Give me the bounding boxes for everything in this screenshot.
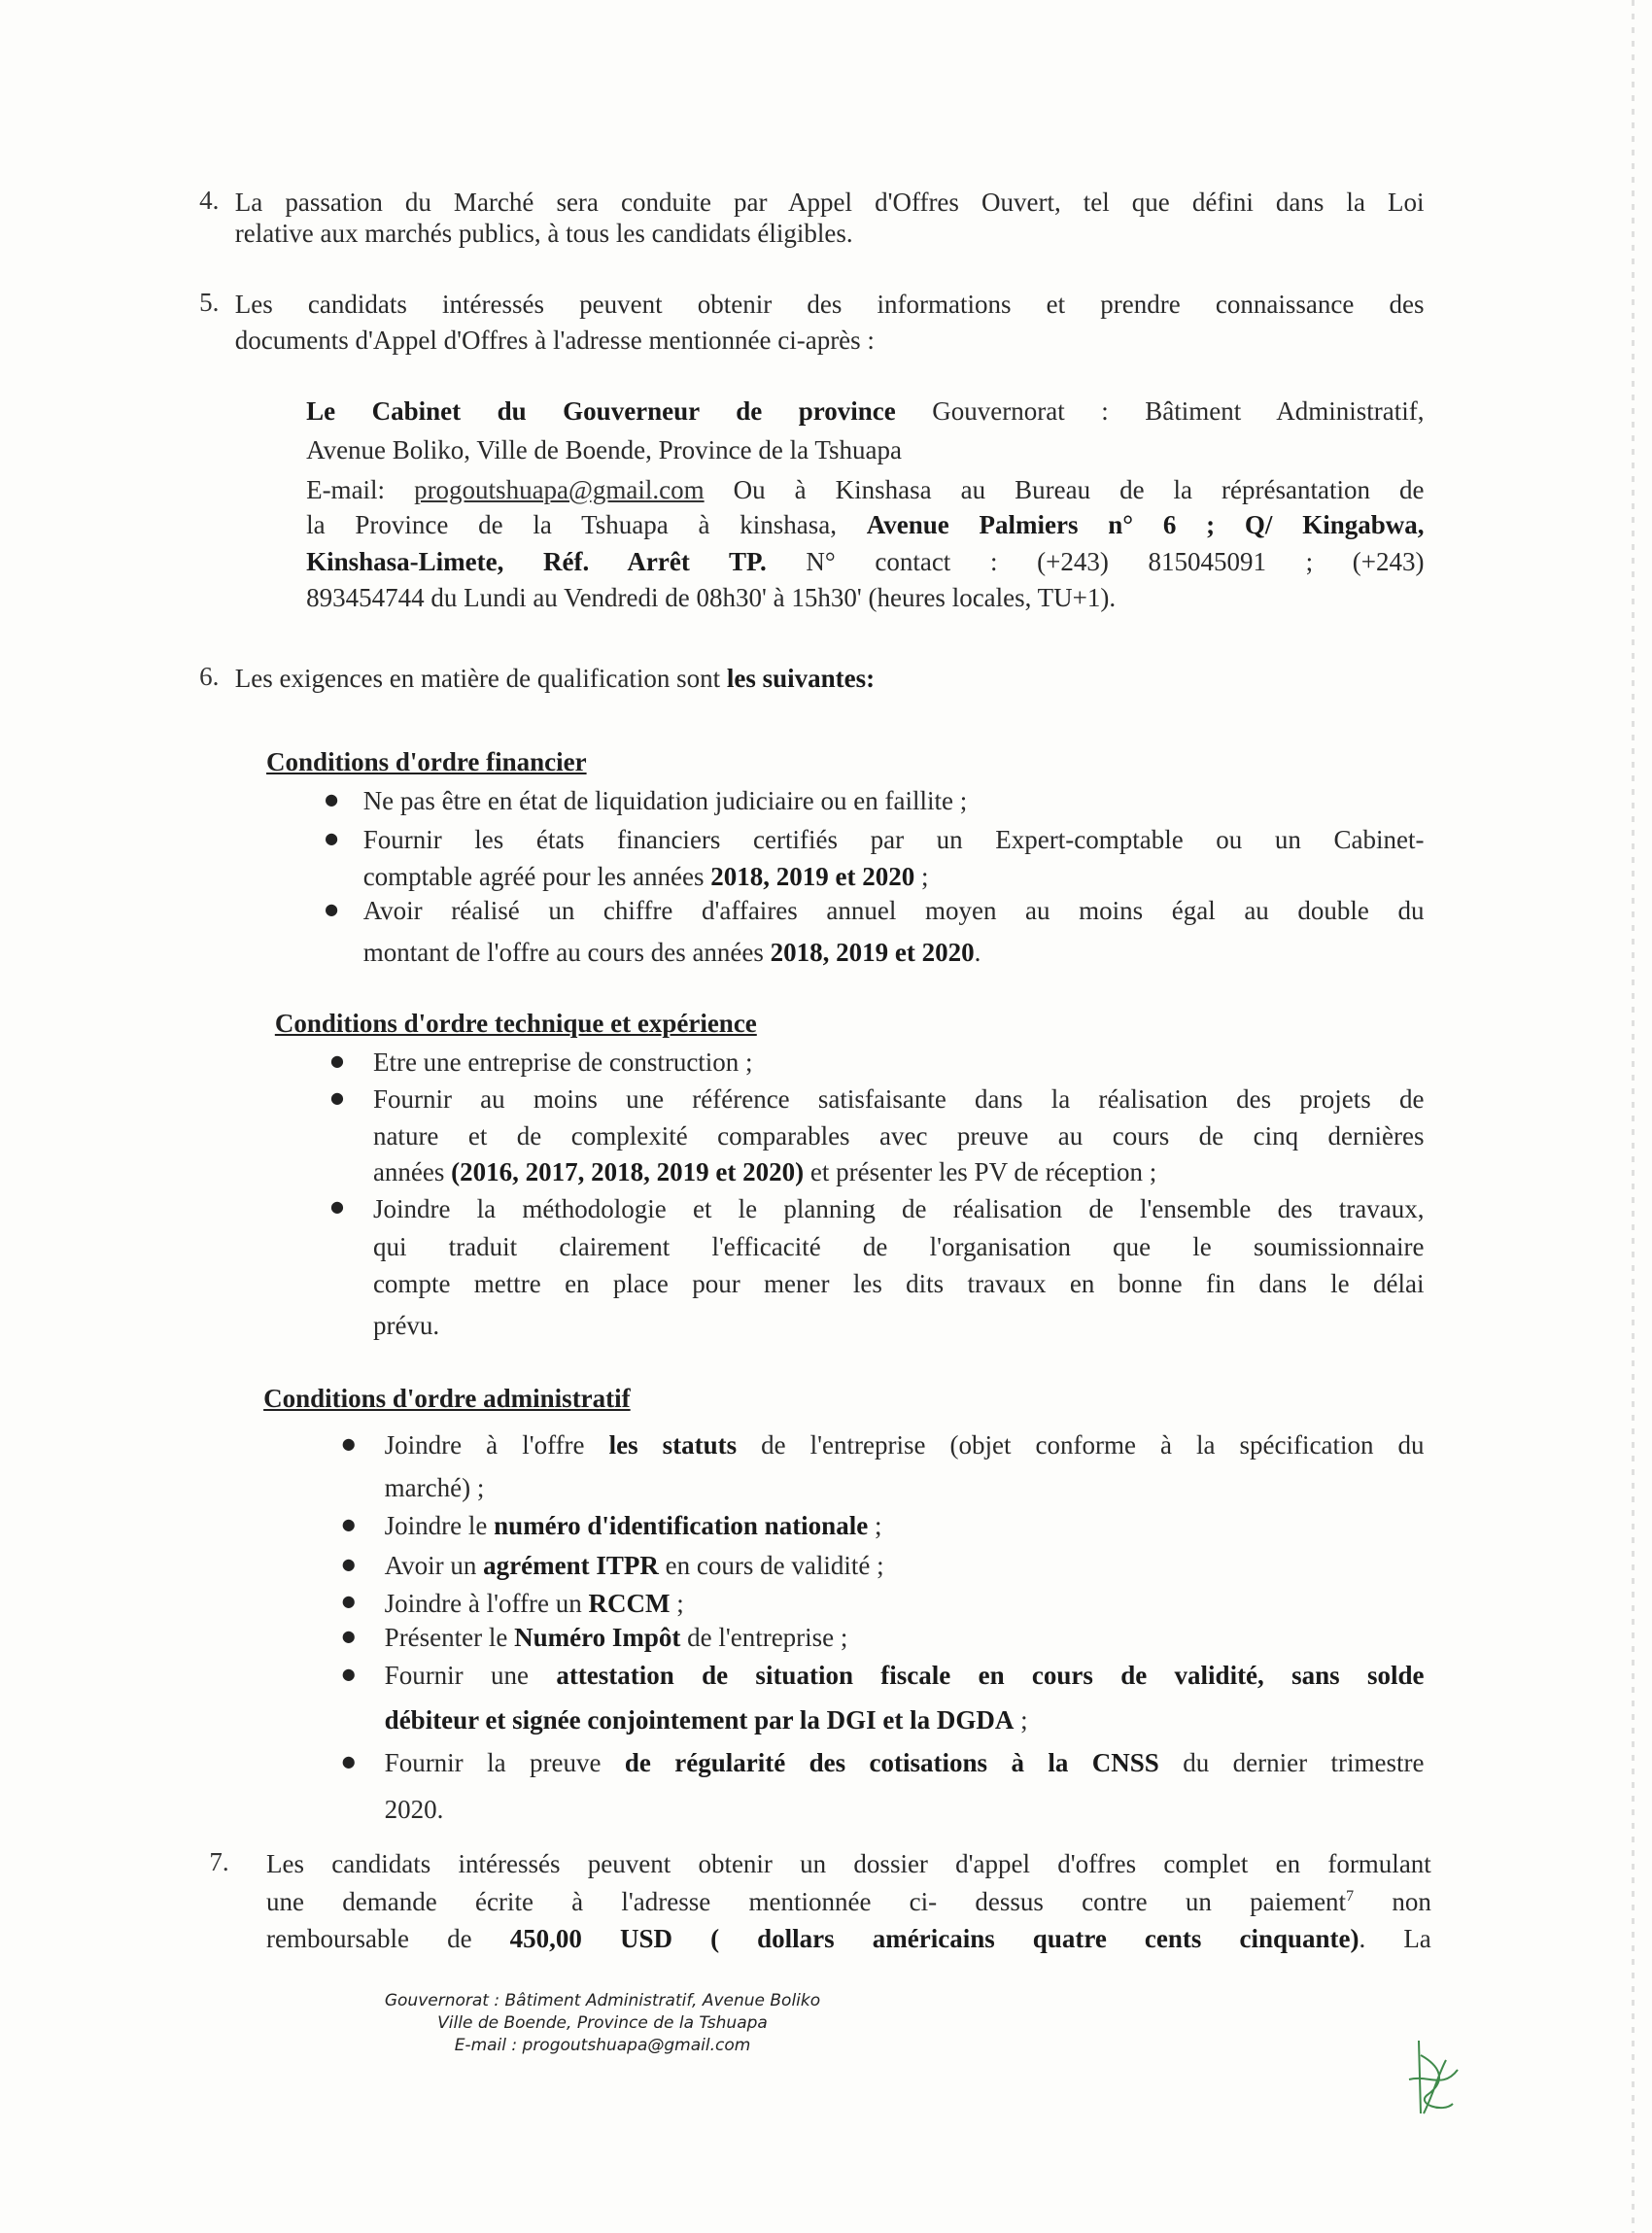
bullet-icon: ●	[341, 1515, 356, 1534]
text-segment: Présenter le	[384, 1622, 515, 1652]
bullet-icon: ●	[325, 790, 339, 809]
bullet-item-text	[385, 1621, 848, 1654]
text-line	[306, 545, 1424, 578]
text-line	[385, 1471, 485, 1504]
text-line	[363, 936, 981, 969]
text-line	[235, 217, 853, 250]
text-segment: comptable agréé pour les années	[362, 862, 711, 892]
text-line	[363, 860, 929, 893]
text-segment: la Province de la Tshuapa à kinshasa,	[306, 510, 867, 540]
text-segment: Avoir réalisé un chiffre d'affaires annuel moyen au moins égal au double du	[362, 896, 1425, 926]
text-line	[373, 1267, 1425, 1300]
text-segment: 450,00 USD ( dollars américains quatre cents cinquante)	[509, 1924, 1359, 1954]
text-line	[373, 1230, 1425, 1263]
bullet-item-text	[385, 1659, 1425, 1692]
bullet-icon: ●	[341, 1555, 356, 1574]
bullet-item-text	[385, 1746, 1425, 1779]
section-number: 4.	[199, 185, 220, 215]
text-line	[306, 473, 1424, 506]
text-segment: débiteur et signée conjointement par la DGI et la DGDA	[384, 1704, 1015, 1735]
conditions-heading: Conditions d'ordre technique et expérience	[274, 1008, 757, 1038]
section-number: 7.	[209, 1846, 229, 1876]
text-segment: E-mail:	[306, 474, 415, 504]
text-line	[306, 581, 1116, 614]
text-segment: Gouvernorat : Bâtiment Administratif,	[895, 395, 1425, 426]
text-line	[235, 288, 1425, 321]
text-segment: 2020.	[384, 1795, 444, 1825]
text-segment: Avenue Palmiers n° 6 ; Q/ Kingabwa,	[866, 510, 1425, 540]
text-line	[235, 662, 875, 695]
bullet-item-text	[363, 784, 968, 817]
bullet-item-text	[385, 1587, 684, 1620]
bullet-icon: ●	[329, 1050, 344, 1070]
text-line	[385, 1793, 444, 1826]
text-segment: montant de l'offre au cours des années	[362, 937, 771, 967]
text-segment: Le Cabinet du Gouverneur de province	[306, 395, 896, 426]
text-segment: .	[974, 937, 981, 967]
bullet-icon: ●	[325, 900, 339, 919]
text-segment: N° contact : (+243) 815045091 ; (+243)	[766, 547, 1425, 577]
text-segment: ;	[868, 1511, 882, 1541]
section-number: 6.	[199, 662, 220, 692]
text-segment: ;	[1014, 1704, 1028, 1735]
text-segment: Joindre à l'offre un	[384, 1588, 589, 1618]
text-segment: relative aux marchés publics, à tous les candidats éligibles.	[234, 218, 853, 248]
section-number: 5.	[199, 288, 220, 318]
text-segment: RCCM	[588, 1588, 671, 1618]
text-segment: qui traduit clairement l'efficacité de l'organisation que le soumissionnaire	[372, 1232, 1425, 1262]
footer-line: Ville de Boende, Province de la Tshuapa	[437, 2013, 768, 2033]
text-segment: marché) ;	[384, 1472, 485, 1502]
bullet-icon: ●	[341, 1665, 356, 1684]
text-line	[266, 1847, 1431, 1880]
bullet-icon: ●	[341, 1433, 356, 1453]
text-line	[306, 395, 1424, 428]
text-segment: remboursable de	[266, 1924, 510, 1954]
scan-edge	[1632, 0, 1635, 2233]
text-segment: Fournir la preuve	[384, 1747, 625, 1777]
text-line	[373, 1155, 1156, 1188]
text-segment: Joindre à l'offre	[384, 1429, 609, 1460]
text-line	[373, 1119, 1425, 1152]
bullet-icon: ●	[341, 1626, 356, 1645]
text-line	[306, 508, 1424, 541]
email-link[interactable]: progoutshuapa@gmail.com	[414, 474, 705, 504]
text-segment: de l'entreprise (objet conforme à la spécification du	[737, 1429, 1425, 1460]
text-segment: années	[372, 1156, 452, 1186]
text-segment: Joindre le	[384, 1511, 495, 1541]
text-segment: Les candidats intéressés peuvent obtenir des informations et prendre connaissance des	[234, 290, 1425, 320]
text-segment: Ne pas être en état de liquidation judiciaire ou en faillite ;	[362, 786, 968, 816]
text-segment: Avoir un	[384, 1551, 484, 1581]
text-segment: Kinshasa-Limete, Réf. Arrêt TP.	[306, 547, 767, 577]
bullet-item-text	[373, 1082, 1425, 1116]
bullet-item-text	[373, 1192, 1425, 1225]
text-segment: du dernier trimestre	[1158, 1747, 1425, 1777]
bullet-item-text	[385, 1428, 1425, 1461]
bullet-item-text	[363, 823, 1425, 856]
text-segment: La passation du Marché sera conduite par Appel d'Offres Ouvert, tel que défini dans la Loi	[234, 187, 1425, 217]
text-line	[235, 324, 875, 357]
bullet-item-text	[385, 1549, 884, 1582]
text-segment: 2018, 2019 et 2020	[770, 937, 975, 967]
text-segment: (2016, 2017, 2018, 2019 et 2020)	[451, 1156, 805, 1186]
text-segment: Joindre la méthodologie et le planning de réalisation de l'ensemble des travaux,	[372, 1193, 1425, 1223]
text-segment: les statuts	[608, 1429, 738, 1460]
text-segment: ;	[670, 1588, 684, 1618]
footer-line: E-mail : progoutshuapa@gmail.com	[454, 2036, 751, 2055]
bullet-icon: ●	[329, 1087, 344, 1107]
text-line	[235, 186, 1425, 219]
text-segment: numéro d'identification nationale	[494, 1511, 869, 1541]
text-segment: agrément ITPR	[483, 1551, 659, 1581]
footer-line: Gouvernorat : Bâtiment Administratif, Avenue Boliko	[384, 1991, 821, 2010]
text-segment: . La	[1359, 1924, 1431, 1954]
text-segment: de l'entreprise ;	[680, 1622, 848, 1652]
text-segment: Les candidats intéressés peuvent obtenir un dossier d'appel d'offres complet en formulant	[266, 1848, 1431, 1878]
text-segment: les suivantes:	[726, 664, 876, 694]
text-segment: 2018, 2019 et 2020	[710, 862, 915, 892]
bullet-icon: ●	[341, 1592, 356, 1611]
text-segment: non	[1354, 1887, 1431, 1917]
text-segment: prévu.	[372, 1310, 440, 1340]
bullet-item-text	[373, 1046, 753, 1079]
text-segment: Les exigences en matière de qualification sont	[234, 664, 727, 694]
text-line	[373, 1309, 439, 1342]
text-segment: documents d'Appel d'Offres à l'adresse mentionnée ci-après :	[234, 325, 875, 355]
text-segment: de régularité des cotisations à la CNSS	[624, 1747, 1159, 1777]
text-segment: Fournir au moins une référence satisfaisante dans la réalisation des projets de	[372, 1083, 1425, 1114]
text-segment: ;	[914, 862, 929, 892]
bullet-item-text	[385, 1509, 882, 1542]
text-segment: et présenter les PV de réception ;	[804, 1156, 1157, 1186]
text-line	[266, 1885, 1431, 1918]
text-line	[266, 1922, 1431, 1955]
footnote-ref: 7	[1346, 1888, 1355, 1906]
text-segment: Ou à Kinshasa au Bureau de la réprésantation de	[704, 474, 1425, 504]
bullet-icon: ●	[329, 1197, 344, 1217]
text-segment: en cours de validité ;	[658, 1551, 884, 1581]
text-segment: une demande écrite à l'adresse mentionnée ci- dessus contre un paiement	[266, 1887, 1347, 1917]
text-segment: Etre une entreprise de construction ;	[372, 1047, 753, 1077]
text-segment: attestation de situation fiscale en cours de validité, sans solde	[556, 1661, 1425, 1691]
text-segment: Fournir les états financiers certifiés par un Expert-comptable ou un Cabinet-	[362, 825, 1425, 855]
signature-initials	[1399, 2036, 1467, 2128]
text-segment: Fournir une	[384, 1661, 557, 1691]
conditions-heading: Conditions d'ordre financier	[266, 747, 587, 777]
conditions-heading: Conditions d'ordre administratif	[263, 1384, 631, 1414]
bullet-item-text	[363, 894, 1425, 927]
text-line	[306, 433, 902, 466]
text-segment: 893454744 du Lundi au Vendredi de 08h30' à 15h30' (heures locales, TU+1).	[306, 582, 1117, 612]
text-segment: Numéro Impôt	[514, 1622, 681, 1652]
text-segment: compte mettre en place pour mener les dits travaux en bonne fin dans le délai	[372, 1269, 1425, 1299]
text-segment: nature et de complexité comparables avec preuve au cours de cinq dernières	[372, 1120, 1425, 1151]
bullet-icon: ●	[325, 828, 339, 847]
text-segment: Avenue Boliko, Ville de Boende, Province de la Tshuapa	[306, 434, 902, 464]
text-line	[385, 1703, 1028, 1736]
bullet-icon: ●	[341, 1751, 356, 1770]
